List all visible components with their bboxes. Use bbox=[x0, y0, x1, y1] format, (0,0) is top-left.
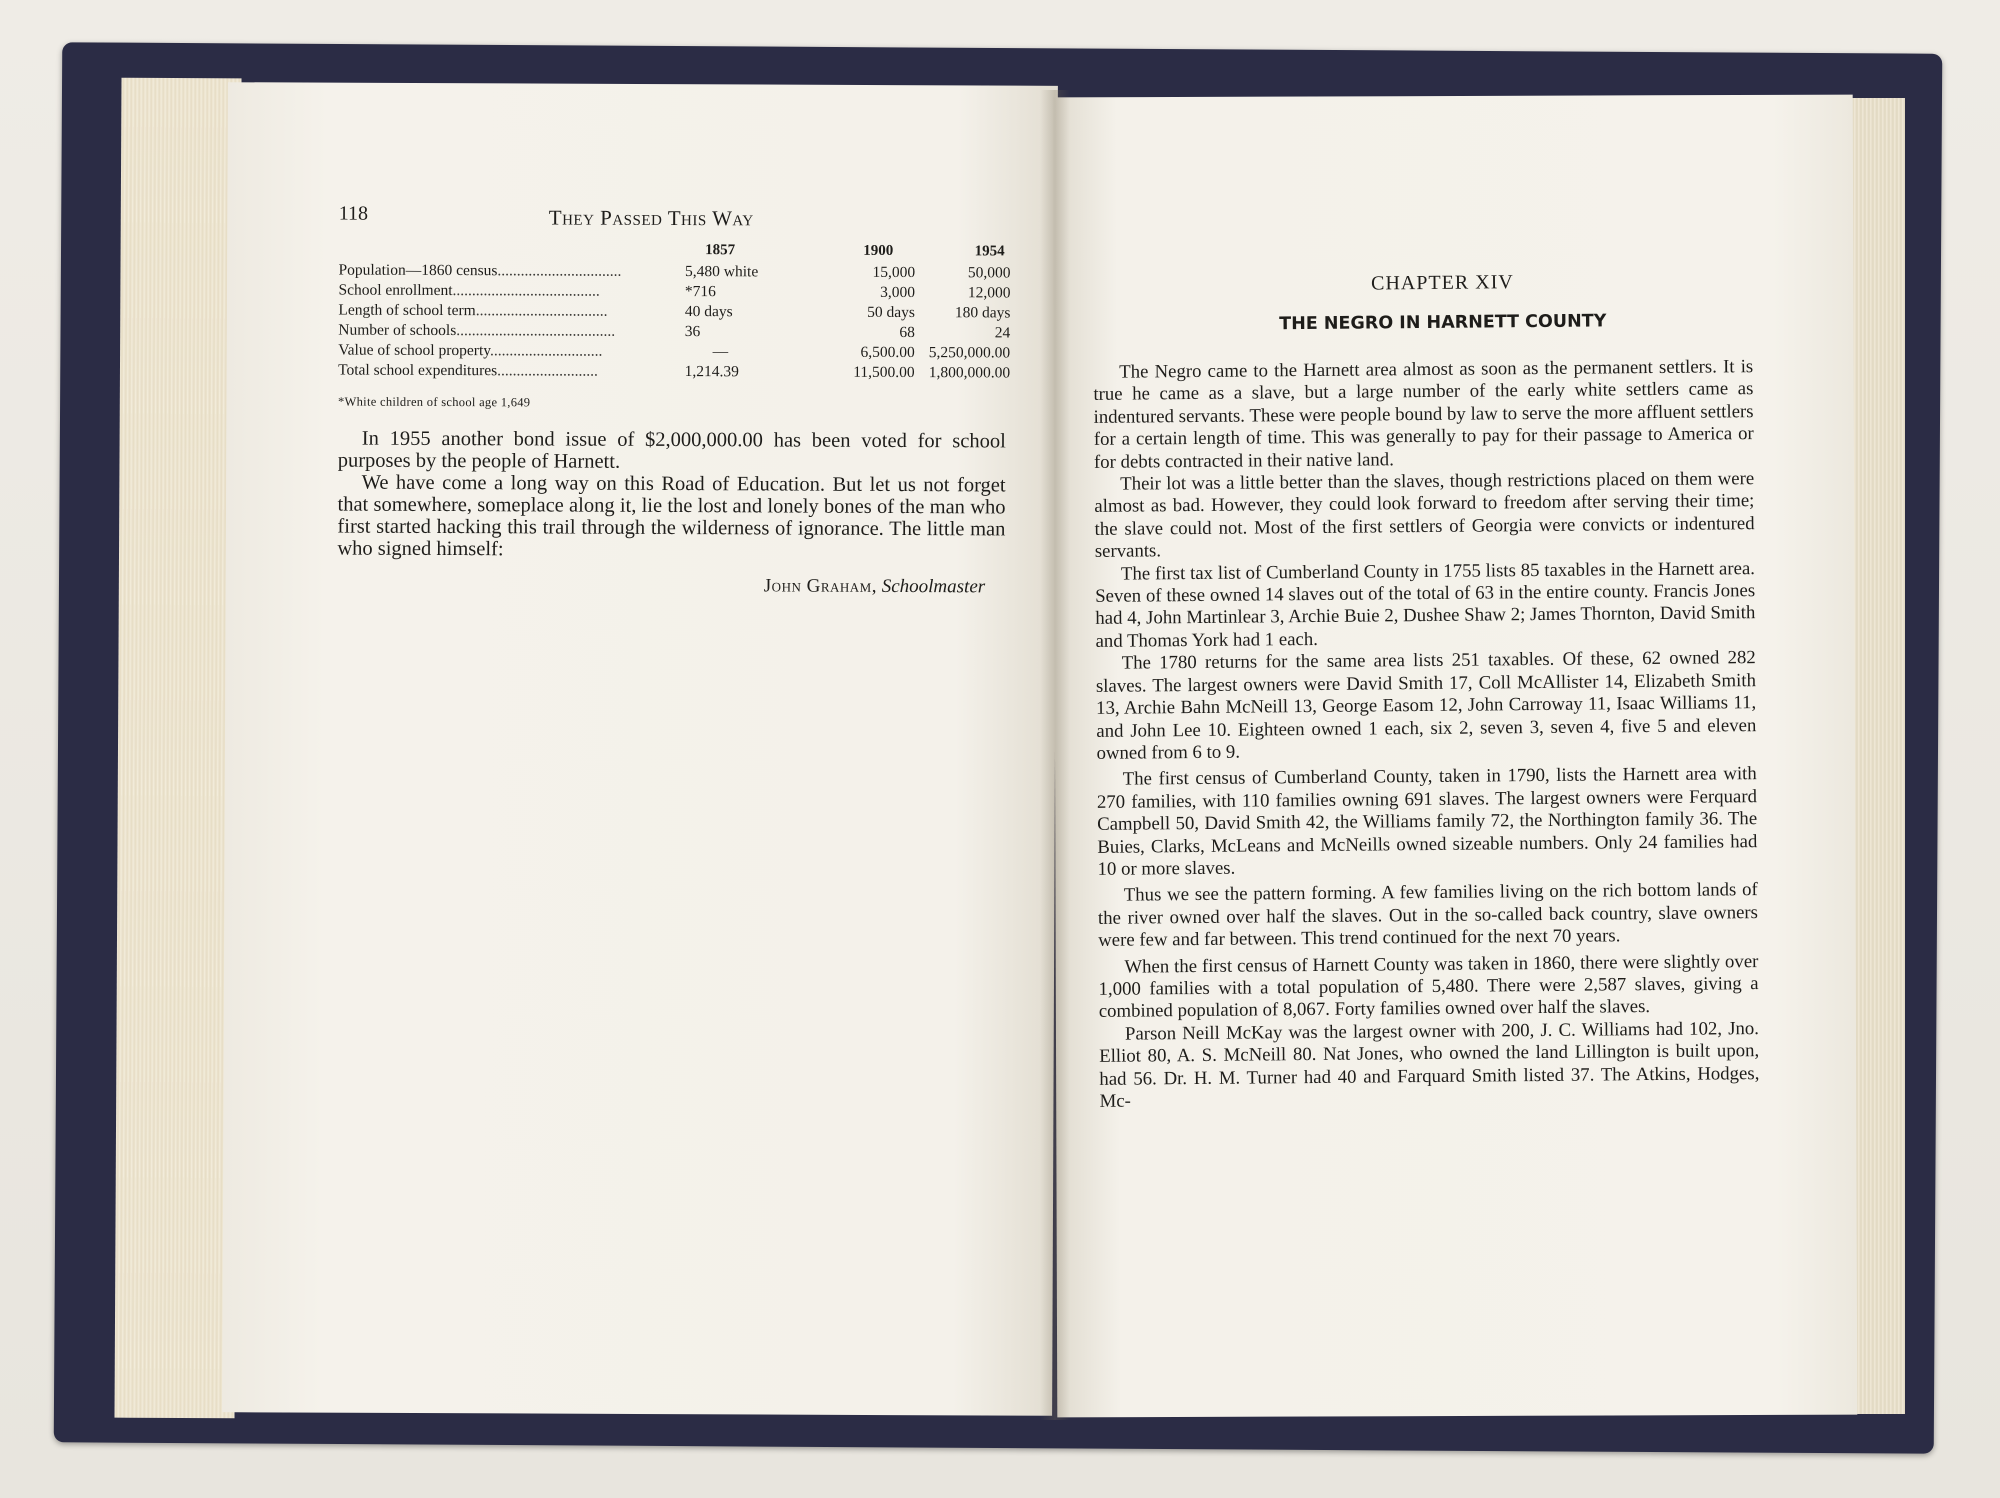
table-header-1857: 1857 bbox=[705, 242, 736, 259]
cell-1954: 5,250,000.00 bbox=[928, 344, 1011, 362]
left-body-text bbox=[337, 428, 1006, 563]
cell-1954: 180 days bbox=[954, 304, 1011, 322]
paragraph: Their lot was a little better than the slaves, though restrictions placed on them were almost as bad. However, they could look forward to freedom after serving their time; the slave could not. Most of the first settlers of Georgia were convicts or indentured servants. bbox=[1094, 468, 1755, 563]
book-gutter bbox=[1040, 90, 1070, 1420]
cell-1954: 24 bbox=[994, 324, 1011, 342]
table-header-1900: 1900 bbox=[863, 242, 894, 259]
cell-1954: 1,800,000.00 bbox=[928, 364, 1011, 382]
row-label: Length of school term bbox=[338, 301, 476, 320]
running-head bbox=[339, 201, 1007, 234]
table-footnote: *White children of school age 1,649 bbox=[337, 394, 531, 410]
paragraph: The Negro came to the Harnett area almost as soon as the permanent settlers. It is true he came as a slave, but a large number of the early white settlers came as indentured servants. These were people bound by law to serve the more affluent settlers for a certain length of time. This was generally to pay for their passage to America or for debts contracted in their native land. bbox=[1093, 356, 1754, 473]
cell-1857: *716 bbox=[684, 283, 716, 301]
dot-leader: ...................................... bbox=[452, 282, 600, 300]
dot-leader: ......................................... bbox=[456, 322, 616, 340]
table-header-row bbox=[339, 239, 1011, 264]
right-page-content bbox=[1092, 269, 1759, 1113]
cell-1954: 50,000 bbox=[967, 264, 1011, 282]
dot-leader: .......................... bbox=[497, 362, 598, 380]
left-page-content bbox=[337, 201, 1011, 599]
row-label: Total school expenditures bbox=[338, 361, 498, 380]
paragraph: The first tax list of Cumberland County in 1755 lists 85 taxables in the Harnett area. Seven of these owned 14 slaves out of the total of 63 in the entire county. Francis Jones had 4, John Martinlear 3, Archie Buie 2, Dushee Shaw 2; James Thornton, David Smith and Thomas York had 1 each. bbox=[1095, 557, 1756, 652]
row-label: Number of schools bbox=[338, 321, 457, 340]
row-label: Value of school property bbox=[338, 341, 491, 360]
dot-leader: .................................. bbox=[475, 302, 608, 320]
cell-1900: 11,500.00 bbox=[853, 363, 915, 382]
cell-1900: 15,000 bbox=[872, 263, 916, 282]
cell-1954: 12,000 bbox=[967, 284, 1011, 302]
paragraph: We have come a long way on this Road of Education. But let us not forget that somewhere, someplace along it, lie the lost and lonely bones of the man who first started hacking this trail through the wilderness of ignorance. The little man who signed himself: bbox=[337, 471, 1006, 561]
row-label: Population—1860 census bbox=[338, 261, 498, 280]
signature-name: John Graham, bbox=[763, 575, 878, 597]
right-body-text bbox=[1093, 356, 1760, 1113]
table-row bbox=[338, 361, 1010, 384]
cell-1900: 6,500.00 bbox=[860, 343, 915, 362]
cell-1857: 1,214.39 bbox=[684, 363, 739, 381]
chapter-label: CHAPTER XIV bbox=[1371, 271, 1514, 295]
paragraph: Thus we see the pattern forming. A few families living on the rich bottom lands of the river owned over half the slaves. Out in the so-called back country, slave owners were few and far between. This trend continued for the next 70 years. bbox=[1097, 879, 1759, 952]
row-label: School enrollment bbox=[338, 281, 453, 300]
paragraph: The first census of Cumberland County, taken in 1790, lists the Harnett area with 270 families, with 110 families owning 691 slaves. The largest owners were Ferquard Campbell 50, David Smith 42, the Williams family 72, the Northington family 36. The Buies, Clarks, McLeans and McNeills owned sizeable numbers. Only 24 families had 10 or more slaves. bbox=[1096, 763, 1758, 880]
cell-1900: 68 bbox=[899, 323, 915, 342]
paragraph: When the first census of Harnett County was taken in 1860, there were slightly over 1,000 families with a total population of 5,480. There were 2,587 slaves, giving a combined population of 8,067. Forty families owned over half the slaves. bbox=[1098, 950, 1759, 1023]
table-header-1954: 1954 bbox=[974, 243, 1005, 260]
running-title: They Passed This Way bbox=[548, 205, 754, 231]
signature-title: Schoolmaster bbox=[881, 575, 986, 598]
cell-1900: 50 days bbox=[867, 303, 916, 322]
table-header bbox=[339, 239, 684, 263]
dot-leader: ................................ bbox=[497, 262, 622, 280]
paragraph: The 1780 returns for the same area lists 251 taxables. Of these, 62 owned 282 slaves. The largest owners were David Smith 17, Coll McAllister 14, Elizabeth Smith 13, Archie Bahn McNeill 13, George Easom 12, John Carroway 11, Isaac Williams 11, and John Lee 10. Eighteen owned 1 each, six 2, seven 3, seven 4, five 5 and eleven owned from 6 to 9. bbox=[1095, 647, 1757, 764]
cell-1857: 5,480 white bbox=[684, 263, 759, 281]
paragraph: In 1955 another bond issue of $2,000,000.00 has been voted for school purposes by the people of Harnett. bbox=[337, 427, 1006, 473]
page-number: 118 bbox=[338, 202, 369, 225]
cell-1857: 36 bbox=[684, 323, 701, 341]
school-statistics-table bbox=[338, 239, 1011, 384]
cell-1900: 3,000 bbox=[880, 283, 916, 302]
paragraph: Parson Neill McKay was the largest owner with 200, J. C. Williams had 102, Jno. Elliot 80, A. S. McNeill 80. Nat Jones, who owned the land Lillington is built upon, had 56. Dr. H. M. Turner had 40 and Farquard Smith listed 37. The Atkins, Hodges, Mc- bbox=[1099, 1017, 1760, 1112]
cell-1857: — bbox=[712, 343, 729, 361]
dot-leader: ............................. bbox=[489, 342, 603, 360]
chapter-title: THE NEGRO IN HARNETT COUNTY bbox=[1279, 311, 1607, 335]
signature-line bbox=[337, 574, 1005, 599]
cell-1857: 40 days bbox=[684, 303, 733, 321]
